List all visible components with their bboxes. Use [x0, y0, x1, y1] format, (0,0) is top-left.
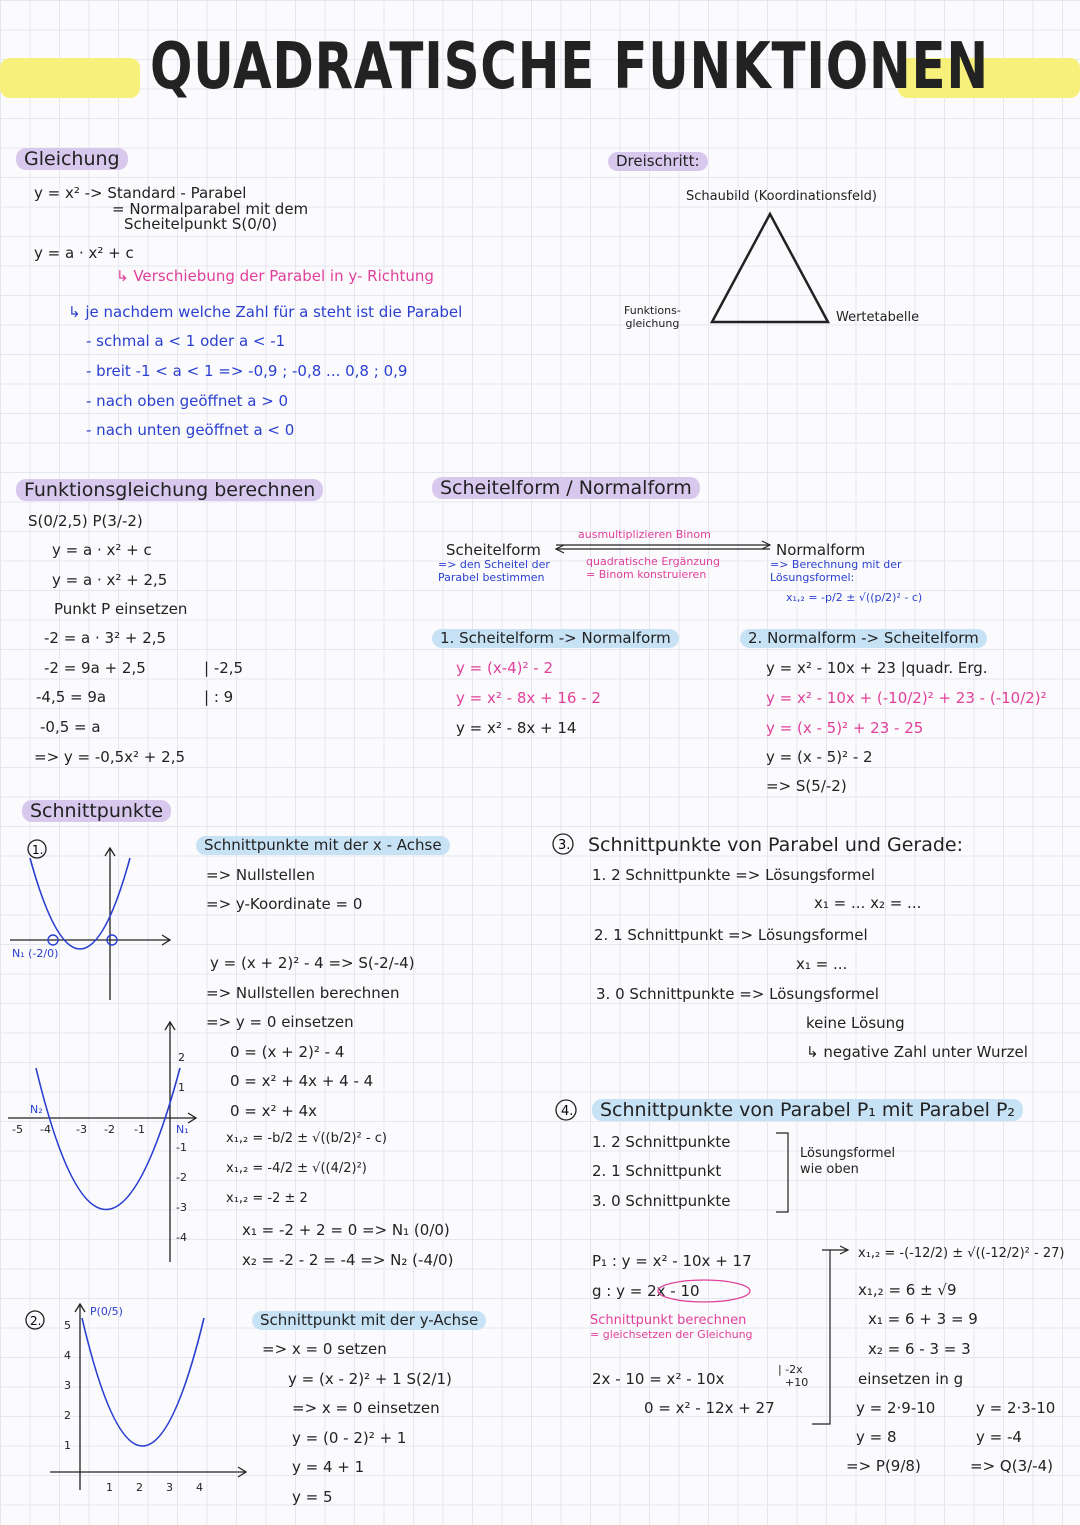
pg-line: 3. 0 Schnittpunkte => Lösungsformel	[596, 985, 879, 1003]
calc-line: 0 = x² + 4x + 4 - 4	[230, 1072, 374, 1090]
graph3-tick-y: 4	[64, 1349, 71, 1362]
beispiel-col-b: => Q(3/-4)	[970, 1457, 1053, 1475]
graph3-tick-x: 1	[106, 1481, 113, 1494]
graph2-tick-y: -4	[176, 1231, 187, 1244]
calc-line: 0 = (x + 2)² - 4	[230, 1043, 345, 1061]
fg-line: -2 = 9a + 2,5	[44, 659, 146, 677]
schnittpunkte-heading: Schnittpunkte	[22, 800, 171, 822]
page-title: QUADRATISCHE FUNKTIONEN	[150, 30, 989, 104]
s1-line: y = x² - 8x + 16 - 2	[456, 689, 601, 707]
normalform-formula: x₁,₂ = -p/2 ± √((p/2)² - c)	[786, 591, 923, 604]
y-axis-line: y = 5	[292, 1488, 333, 1506]
beispiel-eq2: 0 = x² - 12x + 27	[644, 1399, 775, 1417]
beispiel-col-a: => P(9/8)	[846, 1457, 921, 1475]
pp-line: 2. 1 Schnittpunkt	[592, 1162, 722, 1180]
dreischritt-top: Schaubild (Koordinationsfeld)	[686, 189, 877, 204]
s2-line: y = x² - 10x + (-10/2)² + 23 - (-10/2)²	[766, 689, 1047, 707]
graph2-tick-x: -3	[76, 1123, 87, 1136]
graph3-tick-y: 1	[64, 1439, 71, 1452]
gleichung-line: - nach unten geöffnet a < 0	[86, 421, 295, 439]
graph3-tick-y: 3	[64, 1379, 71, 1392]
beispiel-g: g : y = 2x - 10	[592, 1282, 700, 1300]
graph2-tick-x: -1	[134, 1123, 145, 1136]
fg-line: -4,5 = 9a	[36, 688, 107, 706]
calc-line: y = (x + 2)² - 4 => S(-2/-4)	[210, 954, 415, 972]
calc-line: x₁,₂ = -4/2 ± √((4/2)²)	[226, 1161, 367, 1176]
beispiel-p1: P₁ : y = x² - 10x + 17	[592, 1252, 752, 1270]
x-axis-line: => Nullstellen	[206, 866, 315, 884]
y-axis-heading: Schnittpunkt mit der y-Achse	[252, 1311, 486, 1330]
parabel-parabel-heading: Schnittpunkte von Parabel P₁ mit Parabel P₂	[592, 1099, 1023, 1121]
s1-line: y = x² - 8x + 14	[456, 719, 577, 737]
beispiel-col-b: y = -4	[976, 1428, 1022, 1446]
y-axis-line: y = (0 - 2)² + 1	[292, 1429, 407, 1447]
beispiel-right: einsetzen in g	[858, 1370, 964, 1388]
fg-side: | -2,5	[204, 659, 244, 677]
pg-line: ↳ negative Zahl unter Wurzel	[806, 1043, 1028, 1061]
pp-side: Lösungsformel wie oben	[800, 1146, 896, 1177]
graph3-point-label: P(0/5)	[90, 1305, 123, 1318]
gleichung-line: y = x² -> Standard - Parabel	[34, 184, 247, 202]
graph3-tick-y: 2	[64, 1409, 71, 1422]
scheitelform-left-sub: => den Scheitel der Parabel bestimmen	[438, 558, 550, 584]
calc-line: 0 = x² + 4x	[230, 1102, 318, 1120]
beispiel-col-b: y = 2·3-10	[976, 1399, 1056, 1417]
svg-text:2.: 2.	[30, 1314, 42, 1328]
graph2-tick-x: -4	[40, 1123, 51, 1136]
beispiel-right: x₂ = 6 - 3 = 3	[868, 1340, 971, 1358]
s1-line: y = (x-4)² - 2	[456, 659, 554, 677]
parabel-gerade-heading: Schnittpunkte von Parabel und Gerade:	[588, 834, 964, 856]
calc-line: => y = 0 einsetzen	[206, 1013, 354, 1031]
s2-line: y = x² - 10x + 23 |quadr. Erg.	[766, 659, 988, 677]
pg-line: x₁ = ... x₂ = ...	[814, 894, 922, 912]
pg-line: keine Lösung	[806, 1014, 905, 1032]
graph2-tick-y: -2	[176, 1171, 187, 1184]
svg-text:4.: 4.	[561, 1104, 574, 1119]
gleichung-line: - nach oben geöffnet a > 0	[86, 392, 289, 410]
scheitelform-arrow-bottom: quadratische Ergänzung = Binom konstruieren	[586, 555, 720, 581]
s1-heading: 1. Scheitelform -> Normalform	[432, 629, 679, 648]
graph3-tick-x: 2	[136, 1481, 143, 1494]
beispiel-right: x₁ = 6 + 3 = 9	[868, 1310, 978, 1328]
gleichung-line: ↳ Verschiebung der Parabel in y- Richtung	[116, 267, 434, 285]
gleichung-line: - breit -1 < a < 1 => -0,9 ; -0,8 ... 0,8 ; 0,9	[86, 362, 408, 380]
pg-line: x₁ = ...	[796, 955, 848, 973]
graph2-tick-x: -2	[104, 1123, 115, 1136]
graph3-tick-x: 4	[196, 1481, 203, 1494]
y-axis-line: y = 4 + 1	[292, 1458, 365, 1476]
scheitelform-left-title: Scheitelform	[446, 541, 541, 559]
s2-line: => S(5/-2)	[766, 777, 847, 795]
svg-text:1.: 1.	[32, 843, 44, 857]
x-axis-heading: Schnittpunkte mit der x - Achse	[196, 836, 450, 855]
svg-text:3.: 3.	[558, 838, 571, 853]
y-axis-line: => x = 0 einsetzen	[292, 1399, 440, 1417]
funktionsgleichung-heading: Funktionsgleichung berechnen	[16, 479, 323, 501]
y-axis-line: y = (x - 2)² + 1 S(2/1)	[288, 1370, 452, 1388]
beispiel-right: x₁,₂ = -(-12/2) ± √((-12/2)² - 27)	[858, 1246, 1065, 1261]
fg-line: => y = -0,5x² + 2,5	[34, 748, 186, 766]
gleichung-heading: Gleichung	[16, 148, 128, 170]
pp-line: 3. 0 Schnittpunkte	[592, 1192, 731, 1210]
pg-line: 1. 2 Schnittpunkte => Lösungsformel	[592, 866, 875, 884]
calc-line: x₁,₂ = -b/2 ± √((b/2)² - c)	[226, 1131, 387, 1146]
graph2-tick-y: 2	[178, 1051, 185, 1064]
gleichung-line: y = a · x² + c	[34, 244, 134, 262]
beispiel-sub2: = gleichsetzen der Gleichung	[590, 1328, 753, 1341]
s2-heading: 2. Normalform -> Scheitelform	[740, 629, 987, 648]
s2-line: y = (x - 5)² + 23 - 25	[766, 719, 924, 737]
pg-line: 2. 1 Schnittpunkt => Lösungsformel	[594, 926, 868, 944]
gleichung-line: ↳ je nachdem welche Zahl für a steht ist die Parabel	[68, 303, 463, 321]
dreischritt-right: Wertetabelle	[836, 310, 920, 325]
beispiel-eq1: 2x - 10 = x² - 10x	[592, 1370, 725, 1388]
gleichung-line: - schmal a < 1 oder a < -1	[86, 332, 286, 350]
fg-line: -2 = a · 3² + 2,5	[44, 629, 167, 647]
beispiel-col-a: y = 8	[856, 1428, 897, 1446]
fg-line: y = a · x² + 2,5	[52, 571, 168, 589]
calc-line: x₁,₂ = -2 ± 2	[226, 1191, 308, 1206]
beispiel-col-a: y = 2·9-10	[856, 1399, 936, 1417]
gleichung-line: = Normalparabel mit dem	[112, 200, 309, 218]
graph3-tick-y: 5	[64, 1319, 71, 1332]
fg-line: Punkt P einsetzen	[54, 600, 188, 618]
graph2-n1-label: N₁	[176, 1123, 189, 1136]
x-axis-line: => y-Koordinate = 0	[206, 895, 363, 913]
calc-line: => Nullstellen berechnen	[206, 984, 400, 1002]
pp-line: 1. 2 Schnittpunkte	[592, 1133, 731, 1151]
scheitelform-heading: Scheitelform / Normalform	[432, 477, 700, 499]
y-axis-line: => x = 0 setzen	[262, 1340, 387, 1358]
graph1-n1-label: N₁ (-2/0)	[12, 947, 59, 960]
normalform-sub: => Berechnung mit der Lösungsformel:	[770, 558, 902, 584]
graph2-tick-y: 1	[178, 1081, 185, 1094]
calc-line: x₂ = -2 - 2 = -4 => N₂ (-4/0)	[242, 1251, 454, 1269]
s2-line: y = (x - 5)² - 2	[766, 748, 873, 766]
beispiel-sub1: Schnittpunkt berechnen	[590, 1313, 747, 1328]
normalform-title: Normalform	[776, 541, 866, 559]
gleichung-line: Scheitelpunkt S(0/0)	[124, 215, 278, 233]
dreischritt-heading: Dreischritt:	[608, 152, 708, 171]
scheitelform-arrow-top: ausmultiplizieren Binom	[578, 528, 711, 541]
graph2-n2-label: N₂	[30, 1103, 43, 1116]
dreischritt-left: Funktions- gleichung	[624, 304, 681, 330]
graph2-tick-x: -5	[12, 1123, 23, 1136]
calc-line: x₁ = -2 + 2 = 0 => N₁ (0/0)	[242, 1221, 450, 1239]
fg-side: | : 9	[204, 688, 234, 706]
beispiel-eq1-side: | -2x +10	[778, 1363, 809, 1389]
fg-line: S(0/2,5) P(3/-2)	[28, 512, 143, 530]
beispiel-right: x₁,₂ = 6 ± √9	[858, 1281, 957, 1299]
graph2-tick-y: -3	[176, 1201, 187, 1214]
fg-line: -0,5 = a	[40, 718, 101, 736]
fg-line: y = a · x² + c	[52, 541, 152, 559]
graph3-tick-x: 3	[166, 1481, 173, 1494]
graph2-tick-y: -1	[176, 1141, 187, 1154]
